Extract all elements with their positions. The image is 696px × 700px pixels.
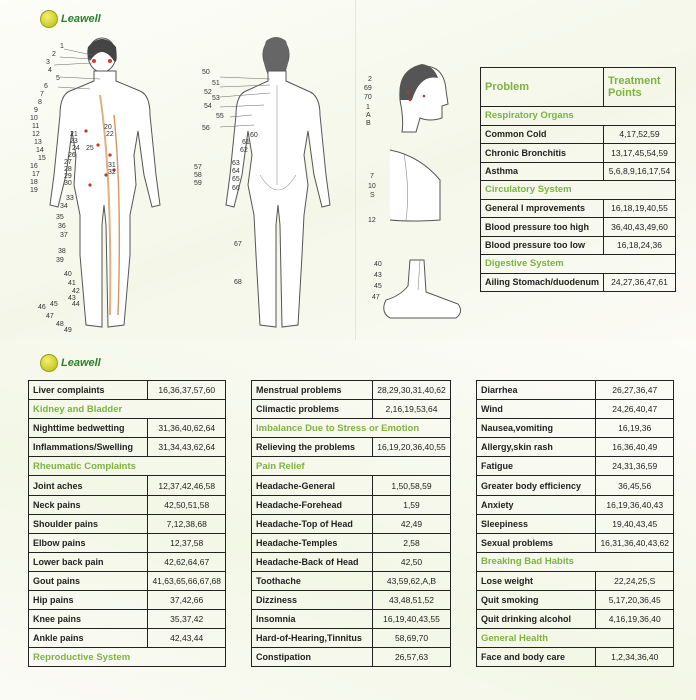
table-row [29, 381, 226, 400]
brand-logo [40, 10, 101, 28]
problem-name: Headache-General [252, 476, 373, 495]
front-body-figure [30, 35, 200, 335]
problem-name: Sexual problems [477, 533, 596, 552]
treatment-points: 1,59 [373, 495, 451, 514]
table-row [29, 610, 226, 629]
page-fold [355, 0, 356, 340]
brand-logo [40, 354, 101, 372]
problem-name: General l mprovements [481, 199, 604, 218]
detail-figures [360, 60, 470, 330]
treatment-points: 42,62,64,67 [148, 552, 226, 571]
section-row [481, 107, 676, 126]
section-title: Kidney and Bladder [29, 400, 226, 419]
problem-name: Neck pains [29, 495, 148, 514]
point-label: 16 [30, 163, 38, 170]
problem-name: Relieving the problems [252, 438, 373, 457]
problem-name: Headache-Top of Head [252, 514, 373, 533]
problem-name: Headache-Temples [252, 533, 373, 552]
treatment-points: 31,34,43,62,64 [148, 438, 226, 457]
table-row [252, 400, 451, 419]
table-row [477, 533, 674, 552]
table-row [252, 533, 451, 552]
section-row [477, 629, 674, 648]
point-label: 40 [374, 261, 382, 268]
point-label: 39 [56, 257, 64, 264]
problem-name: Diarrhea [477, 381, 596, 400]
problem-name: Elbow pains [29, 533, 148, 552]
table-row [477, 400, 674, 419]
problem-name: Blood pressure too low [481, 236, 604, 255]
table-row [29, 438, 226, 457]
problem-name: Chronic Bronchitis [481, 144, 604, 163]
problem-name: Climactic problems [252, 400, 373, 419]
problem-name: Constipation [252, 648, 373, 667]
treatment-points: 16,36,37,57,60 [148, 381, 226, 400]
point-label: 2 [52, 51, 56, 58]
point-label: 67 [234, 241, 242, 248]
table-row [29, 476, 226, 495]
problem-name: Asthma [481, 162, 604, 181]
point-label: 34 [60, 203, 68, 210]
section-title: Digestive System [481, 255, 676, 274]
table-row [481, 236, 676, 255]
point-label: 29 [64, 173, 72, 180]
point-label: 40 [64, 271, 72, 278]
treatment-points: 37,42,66 [148, 591, 226, 610]
treatment-points: 42,50,51,58 [148, 495, 226, 514]
problem-name: Insomnia [252, 610, 373, 629]
treatment-points: 35,37,42 [148, 610, 226, 629]
treatment-points: 2,16,19,53,64 [373, 400, 451, 419]
section-row [481, 181, 676, 200]
problem-name: Nausea,vomiting [477, 419, 596, 438]
treatment-points: 16,31,36,40,43,62 [596, 533, 674, 552]
table-row [477, 610, 674, 629]
problem-table [480, 67, 676, 292]
point-label: 47 [46, 313, 54, 320]
point-label: 45 [374, 283, 382, 290]
treatment-points: 58,69,70 [373, 629, 451, 648]
point-label: 31 [108, 162, 116, 169]
problem-name: Sleepiness [477, 514, 596, 533]
point-label: S [370, 192, 375, 199]
table-row [477, 476, 674, 495]
ailments-table-2 [251, 380, 451, 667]
point-label: 66 [232, 185, 240, 192]
point-label: 18 [30, 179, 38, 186]
point-label: 32 [108, 169, 116, 176]
point-label: 5 [56, 75, 60, 82]
treatment-points: 16,19,40,43,55 [373, 610, 451, 629]
point-label: 24 [72, 145, 80, 152]
treatment-points: 36,40,43,49,60 [604, 218, 676, 237]
back-body-figure [194, 35, 340, 335]
table-row [481, 125, 676, 144]
problem-name: Quit drinking alcohol [477, 610, 596, 629]
point-label: 58 [194, 172, 202, 179]
table-row [29, 419, 226, 438]
point-label: 13 [34, 139, 42, 146]
treatment-points: 42,50 [373, 552, 451, 571]
table-row [29, 495, 226, 514]
point-label: 27 [64, 159, 72, 166]
treatment-points: 41,63,65,66,67,68 [148, 571, 226, 590]
problem-name: Greater body efficiency [477, 476, 596, 495]
section-row [29, 400, 226, 419]
table-row [29, 514, 226, 533]
treatment-points-header: Treatment Points [604, 68, 676, 107]
table-row [477, 438, 674, 457]
treatment-points: 1,2,34,36,40 [596, 648, 674, 667]
point-label: 49 [64, 327, 72, 334]
problem-name: Headache-Forehead [252, 495, 373, 514]
point-label: 14 [36, 147, 44, 154]
point-label: 7 [40, 91, 44, 98]
point-label: 60 [250, 132, 258, 139]
point-label: 63 [232, 160, 240, 167]
treatment-points: 31,36,40,62,64 [148, 419, 226, 438]
section-title: Reproductive System [29, 648, 226, 667]
point-label: 62 [240, 147, 248, 154]
table-row [252, 648, 451, 667]
point-label: 43 [374, 272, 382, 279]
section-row [252, 419, 451, 438]
point-label: B [366, 120, 371, 127]
treatment-points: 5,6,8,9,16,17,54 [604, 162, 676, 181]
treatment-points: 16,18,24,36 [604, 236, 676, 255]
point-label: 15 [38, 155, 46, 162]
point-label: 50 [202, 69, 210, 76]
treatment-points: 16,36,40,49 [596, 438, 674, 457]
table-row [477, 591, 674, 610]
treatment-points: 43,59,62,A,B [373, 571, 451, 590]
table-row [29, 629, 226, 648]
point-label: 17 [32, 171, 40, 178]
treatment-points: 26,57,63 [373, 648, 451, 667]
point-label: 22 [106, 131, 114, 138]
problem-name: Liver complaints [29, 381, 148, 400]
problem-name: Common Cold [481, 125, 604, 144]
point-label: 28 [64, 166, 72, 173]
point-label: 6 [44, 83, 48, 90]
problem-name: Nighttime bedwetting [29, 419, 148, 438]
point-label: 37 [60, 232, 68, 239]
point-label: 69 [364, 85, 372, 92]
point-label: 8 [38, 99, 42, 106]
leaf-logo-icon [40, 354, 58, 372]
table-row [252, 514, 451, 533]
point-label: 2 [368, 76, 372, 83]
point-label: 56 [202, 125, 210, 132]
point-label: 68 [234, 279, 242, 286]
table-row [29, 533, 226, 552]
point-label: 43 [68, 295, 76, 302]
problem-name: Lower back pain [29, 552, 148, 571]
treatment-points: 16,19,36,40,43 [596, 495, 674, 514]
table-header-row [481, 68, 676, 107]
table-row [477, 571, 674, 590]
point-label: 36 [58, 223, 66, 230]
treatment-points: 13,17,45,54,59 [604, 144, 676, 163]
table-row [252, 571, 451, 590]
problem-name: Face and body care [477, 648, 596, 667]
table-row [477, 648, 674, 667]
table-row [252, 591, 451, 610]
problem-name: Headache-Back of Head [252, 552, 373, 571]
treatment-points: 7,12,38,68 [148, 514, 226, 533]
section-row [252, 457, 451, 476]
treatment-points: 2,58 [373, 533, 451, 552]
problem-name: Lose weight [477, 571, 596, 590]
section-row [29, 648, 226, 667]
problem-name: Allergy,skin rash [477, 438, 596, 457]
table-row [252, 438, 451, 457]
section-title: Rheumatic Complaints [29, 457, 226, 476]
point-label: 46 [38, 304, 46, 311]
ailments-table-1 [28, 380, 226, 667]
point-label: 52 [204, 89, 212, 96]
treatment-points: 12,37,42,46,58 [148, 476, 226, 495]
treatment-points: 26,27,36,47 [596, 381, 674, 400]
section-title: Imbalance Due to Stress or Emotion [252, 419, 451, 438]
section-title: Respiratory Organs [481, 107, 676, 126]
treatment-points: 16,19,36 [596, 419, 674, 438]
treatment-points: 42,43,44 [148, 629, 226, 648]
point-label: 3 [46, 59, 50, 66]
point-label: 4 [48, 67, 52, 74]
table-row [252, 476, 451, 495]
point-label: 61 [242, 139, 250, 146]
problem-name: Toothache [252, 571, 373, 590]
problem-name: Hard-of-Hearing,Tinnitus [252, 629, 373, 648]
point-label: 1 [366, 104, 370, 111]
point-label: 59 [194, 180, 202, 187]
chart-panel-top [0, 0, 696, 340]
point-label: 45 [50, 301, 58, 308]
treatment-points: 19,40,43,45 [596, 514, 674, 533]
problem-name: Anxiety [477, 495, 596, 514]
section-title: Circulatory System [481, 181, 676, 200]
point-label: 41 [68, 280, 76, 287]
treatment-points: 16,18,19,40,55 [604, 199, 676, 218]
point-label: 53 [212, 95, 220, 102]
treatment-points: 24,31,36,59 [596, 457, 674, 476]
section-row [481, 255, 676, 274]
point-label: 7 [370, 173, 374, 180]
treatment-points: 5,17,20,36,45 [596, 591, 674, 610]
point-label: 30 [64, 180, 72, 187]
problem-name: Joint aches [29, 476, 148, 495]
table-row [29, 552, 226, 571]
point-label: 42 [72, 288, 80, 295]
treatment-points: 16,19,20,36,40,55 [373, 438, 451, 457]
treatment-points: 1,50,58,59 [373, 476, 451, 495]
problem-name: Hip pains [29, 591, 148, 610]
problem-name: Blood pressure too high [481, 218, 604, 237]
treatment-points: 22,24,25,S [596, 571, 674, 590]
table-row [477, 514, 674, 533]
point-label: 48 [56, 321, 64, 328]
problem-name: Ailing Stomach/duodenum [481, 273, 604, 292]
problem-name: Shoulder pains [29, 514, 148, 533]
section-row [477, 552, 674, 571]
treatment-points: 36,45,56 [596, 476, 674, 495]
problem-name: Menstrual problems [252, 381, 373, 400]
section-title: Pain Relief [252, 457, 451, 476]
table-row [252, 610, 451, 629]
point-label: 47 [372, 294, 380, 301]
problem-name: Quit smoking [477, 591, 596, 610]
treatment-points: 12,37,58 [148, 533, 226, 552]
table-row [477, 495, 674, 514]
point-label: 35 [56, 214, 64, 221]
point-label: 10 [30, 115, 38, 122]
treatment-points: 42,49 [373, 514, 451, 533]
problem-name: Dizziness [252, 591, 373, 610]
table-row [481, 144, 676, 163]
point-label: 55 [216, 113, 224, 120]
table-row [481, 162, 676, 181]
problem-name: Inflammations/Swelling [29, 438, 148, 457]
ailments-table-3 [476, 380, 674, 667]
point-label: 44 [72, 301, 80, 308]
point-label: 9 [34, 107, 38, 114]
table-row [252, 629, 451, 648]
point-label: 26 [68, 152, 76, 159]
point-label: 54 [204, 103, 212, 110]
treatment-points: 24,26,40,47 [596, 400, 674, 419]
point-label: 64 [232, 168, 240, 175]
point-label: 10 [368, 183, 376, 190]
section-row [29, 457, 226, 476]
problem-name: Knee pains [29, 610, 148, 629]
point-label: 21 [70, 131, 78, 138]
point-label: 20 [104, 124, 112, 131]
point-label: 51 [212, 80, 220, 87]
problem-name: Wind [477, 400, 596, 419]
point-label: 33 [66, 195, 74, 202]
point-label: 12 [368, 217, 376, 224]
point-label: 65 [232, 176, 240, 183]
brand-name: Leawell [61, 357, 101, 369]
problem-header: Problem [481, 68, 604, 107]
table-row [481, 273, 676, 292]
point-label: 12 [32, 131, 40, 138]
problem-name: Ankle pains [29, 629, 148, 648]
table-row [477, 419, 674, 438]
point-label: 19 [30, 187, 38, 194]
treatment-points: 43,48,51,52 [373, 591, 451, 610]
treatment-points: 4,17,52,59 [604, 125, 676, 144]
treatment-points: 28,29,30,31,40,62 [373, 381, 451, 400]
treatment-points: 24,27,36,47,61 [604, 273, 676, 292]
table-row [477, 381, 674, 400]
table-row [29, 591, 226, 610]
point-label: 38 [58, 248, 66, 255]
table-row [481, 199, 676, 218]
section-title: General Health [477, 629, 674, 648]
problem-name: Fatigue [477, 457, 596, 476]
point-label: 1 [60, 43, 64, 50]
treatment-points: 4,16,19,36,40 [596, 610, 674, 629]
table-row [477, 457, 674, 476]
table-row [481, 218, 676, 237]
section-title: Breaking Bad Habits [477, 552, 674, 571]
table-row [252, 495, 451, 514]
point-label: 57 [194, 164, 202, 171]
point-label: 70 [364, 94, 372, 101]
back-body-drawing [200, 35, 340, 335]
leaf-logo-icon [40, 10, 58, 28]
table-row [29, 571, 226, 590]
point-label: A [366, 112, 371, 119]
point-label: 23 [70, 138, 78, 145]
brand-name: Leawell [61, 13, 101, 25]
table-row [252, 381, 451, 400]
point-label: 25 [86, 145, 94, 152]
problem-name: Gout pains [29, 571, 148, 590]
point-label: 11 [32, 123, 40, 130]
table-row [252, 552, 451, 571]
